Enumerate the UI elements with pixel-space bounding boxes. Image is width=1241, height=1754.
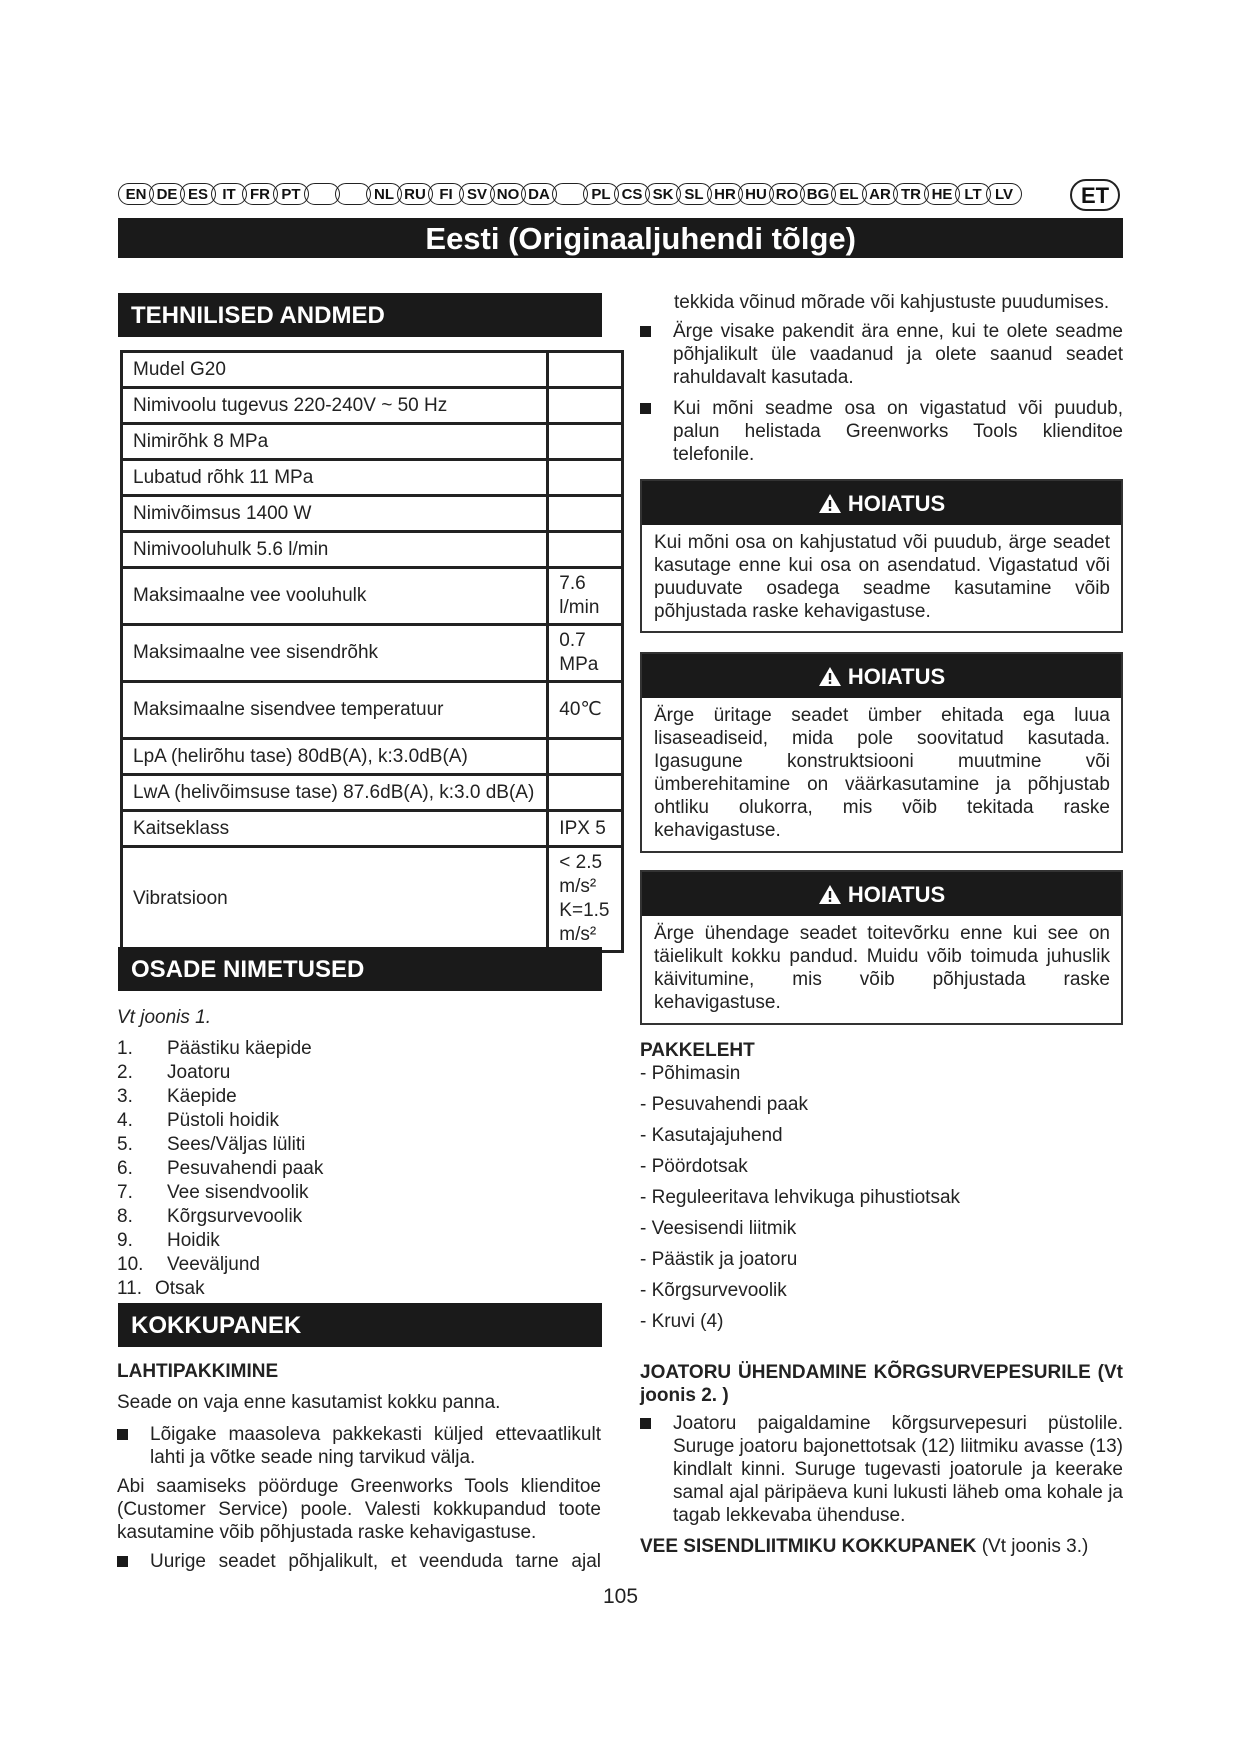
- list-item-number: 11.: [117, 1278, 143, 1299]
- spec-row: [122, 775, 623, 811]
- language-tab-sl: SL: [676, 183, 712, 205]
- list-item-number: 5.: [117, 1134, 133, 1155]
- warning-header: HOIATUS: [642, 481, 1121, 525]
- warning-text: Kui mõni osa on kahjustatud või puudub, ärge seadet kasutage enne kui osa on asendatud. Vigastatud või puuduvate osadega seadme kasutamine võib põhjustada raske kehavigastuse.: [654, 532, 1110, 622]
- warning-text: Ärge ühendage seadet toitevõrku enne kui see on täielikult kokku pandud. Muidu võib toimuda juhuslik käivitumine, mis võib põhjustada raske kehavigastuse.: [654, 923, 1110, 1013]
- section-heading-assembly: KOKKUPANEK: [118, 1303, 602, 1347]
- language-tab-hu: HU: [738, 183, 774, 205]
- bullet-square-icon: [117, 1429, 128, 1440]
- warning-text: Ärge üritage seadet ümber ehitada ega luua lisaseadiseid, mida pole soovitatud kasutada. Igasugune konstruktsiooni muutmine või ümberehitamine on väärkasutamine ja põhjustab ohtliku olukorra, mis võib tekitada raske kehavigastuse.: [654, 705, 1110, 841]
- bullet-square-icon: [640, 403, 651, 414]
- lance-heading: JOATORU ÜHENDAMINE KÕRGSURVEPESURILE (Vt joonis 2. ): [640, 1362, 1123, 1406]
- right-bullet-1: Ärge visake pakendit ära enne, kui te olete seadme põhjalikult üle vaadanud ja olete saanud seadet rahuldavalt kasutada.: [640, 320, 1123, 389]
- list-item-label: Joatoru: [167, 1062, 231, 1083]
- spec-label: Maksimaalne vee vooluhulk: [122, 568, 548, 625]
- right-bullet-2: Kui mõni seadme osa on vigastatud või puudub, palun helistada Greenworks Tools klienditoe telefonile.: [640, 397, 1123, 466]
- spec-value: 40℃: [548, 682, 623, 739]
- unpack-paragraph: Abi saamiseks pöörduge Greenworks Tools klienditoe (Customer Service) poole. Valesti kokkupandud toote kasutamine võib põhjustada raske kehavigastuse.: [117, 1476, 601, 1543]
- language-tab-ar: AR: [862, 183, 898, 205]
- warning-header: HOIATUS: [642, 872, 1121, 916]
- page-title: Eesti (Originaaljuhendi tõlge): [118, 218, 1123, 258]
- section-heading-tech: TEHNILISED ANDMED: [118, 293, 602, 337]
- spec-value: [548, 532, 623, 568]
- list-item-label: Püstoli hoidik: [167, 1110, 279, 1131]
- pack-item: - Päästik ja joatoru: [640, 1249, 798, 1270]
- unpack-bullet-1: Lõigake maasoleva pakkekasti küljed ettevaatlikult lahti ja võtke seade ning tarvikud välja.: [117, 1423, 601, 1469]
- language-tab-lt: LT: [955, 183, 991, 205]
- spec-row: [122, 682, 623, 739]
- spec-value: [548, 388, 623, 424]
- language-tab-sk: SK: [645, 183, 681, 205]
- list-item-label: Veeväljund: [167, 1254, 260, 1275]
- language-tab-ro: RO: [769, 183, 805, 205]
- pack-item: - Põhimasin: [640, 1063, 741, 1084]
- spec-label: LpA (helirõhu tase) 80dB(A), k:3.0dB(A): [122, 739, 548, 775]
- language-tab-nl: NL: [366, 183, 402, 205]
- list-item-number: 10.: [117, 1254, 144, 1275]
- parts-figure-ref: Vt joonis 1.: [117, 1007, 211, 1028]
- spec-label: Vibratsioon: [122, 847, 548, 952]
- unpack-bullet-2: Uurige seadet põhjalikult, et veenduda tarne ajal: [117, 1550, 601, 1573]
- pack-item: - Kruvi (4): [640, 1311, 724, 1332]
- language-tab-es: ES: [180, 183, 216, 205]
- spec-label: Nimivoolu tugevus 220-240V ~ 50 Hz: [122, 388, 548, 424]
- inlet-ref: (Vt joonis 3.): [981, 1536, 1089, 1557]
- warning-triangle-icon: [818, 884, 842, 905]
- pack-item: - Kasutajajuhend: [640, 1125, 783, 1146]
- spec-label: Mudel G20: [122, 352, 548, 388]
- language-tab-bg: BG: [800, 183, 836, 205]
- spec-row: [122, 847, 623, 952]
- unpack-heading: LAHTIPAKKIMINE: [117, 1361, 279, 1382]
- list-item-label: Pesuvahendi paak: [167, 1158, 324, 1179]
- spec-label: Maksimaalne sisendvee temperatuur: [122, 682, 548, 739]
- lance-bullet: Joatoru paigaldamine kõrgsurvepesuri püstolile. Suruge joatoru bajonettotsak (12) liitmiku avasse (13) kindlalt kinni. Suruge tugevasti joatorule ja keerake samal ajal päripäeva kuni lukusti läheb oma kohale ja tagab lekkevaba ühenduse.: [640, 1412, 1123, 1527]
- spec-value: [548, 460, 623, 496]
- spec-value: 0.7 MPa: [548, 625, 623, 682]
- language-tab-en: EN: [118, 183, 154, 205]
- spec-row: [122, 388, 623, 424]
- spec-value: [548, 352, 623, 388]
- list-item-number: 7.: [117, 1182, 133, 1203]
- pack-heading: PAKKELEHT: [640, 1040, 755, 1061]
- language-tab-fi: FI: [428, 183, 464, 205]
- list-item-number: 8.: [117, 1206, 133, 1227]
- spec-value: [548, 496, 623, 532]
- list-item-label: Vee sisendvoolik: [167, 1182, 309, 1203]
- bullet-square-icon: [640, 1418, 651, 1429]
- spec-value: IPX 5: [548, 811, 623, 847]
- list-item-number: 1.: [117, 1038, 133, 1059]
- page-number: 105: [602, 1585, 639, 1608]
- warning-box-3: [640, 870, 1123, 1025]
- language-tab-hr: HR: [707, 183, 743, 205]
- list-item-label: Kõrgsurvevoolik: [167, 1206, 303, 1227]
- list-item-label: Päästiku käepide: [167, 1038, 312, 1059]
- spec-label: Maksimaalne vee sisendrõhk: [122, 625, 548, 682]
- spec-label: Kaitseklass: [122, 811, 548, 847]
- list-item-number: 3.: [117, 1086, 133, 1107]
- list-item-label: Käepide: [167, 1086, 237, 1107]
- inlet-heading: VEE SISENDLIITMIKU KOKKUPANEK: [640, 1536, 977, 1557]
- pack-item: - Pesuvahendi paak: [640, 1094, 808, 1115]
- language-tab-no: NO: [490, 183, 526, 205]
- language-tab-et: ET: [1070, 179, 1120, 211]
- spec-row: [122, 739, 623, 775]
- pack-item: - Pöördotsak: [640, 1156, 748, 1177]
- list-item-number: 2.: [117, 1062, 133, 1083]
- language-tab-lv: LV: [986, 183, 1022, 205]
- spec-label: Nimivooluhulk 5.6 l/min: [122, 532, 548, 568]
- list-item-label: Otsak: [155, 1278, 205, 1299]
- language-tab-ru: RU: [397, 183, 433, 205]
- language-tab-el: EL: [831, 183, 867, 205]
- spec-table: [120, 350, 624, 953]
- spec-value: < 2.5 m/s² K=1.5 m/s²: [548, 847, 623, 952]
- language-tab-tr: TR: [893, 183, 929, 205]
- language-tab-fr: FR: [242, 183, 278, 205]
- language-tab-de: DE: [149, 183, 185, 205]
- spec-row: [122, 424, 623, 460]
- inlet-line: [640, 1535, 1088, 1558]
- list-item-number: 9.: [117, 1230, 133, 1251]
- language-tab-he: HE: [924, 183, 960, 205]
- warning-box-2: [640, 652, 1123, 853]
- warning-triangle-icon: [818, 666, 842, 687]
- spec-label: Nimivõimsus 1400 W: [122, 496, 548, 532]
- spec-label: LwA (helivõimsuse tase) 87.6dB(A), k:3.0 dB(A): [122, 775, 548, 811]
- spec-row: [122, 532, 623, 568]
- spec-label: Lubatud rõhk 11 MPa: [122, 460, 548, 496]
- warning-box-1: [640, 479, 1123, 633]
- language-tab-cs: CS: [614, 183, 650, 205]
- spec-value: [548, 424, 623, 460]
- language-tab-pt: PT: [273, 183, 309, 205]
- list-item-number: 6.: [117, 1158, 133, 1179]
- list-item-number: 4.: [117, 1110, 133, 1131]
- bullet-square-icon: [117, 1556, 128, 1567]
- language-tab-it: IT: [211, 183, 247, 205]
- unpack-intro: Seade on vaja enne kasutamist kokku panna.: [117, 1392, 501, 1413]
- warning-header: HOIATUS: [642, 654, 1121, 698]
- list-item-label: Hoidik: [167, 1230, 220, 1251]
- spec-value: 7.6 l/min: [548, 568, 623, 625]
- continued-text: tekkida võinud mõrade või kahjustuste puudumises.: [674, 292, 1110, 313]
- language-tab-da: DA: [521, 183, 557, 205]
- language-tabs: [118, 179, 1121, 213]
- spec-row: [122, 811, 623, 847]
- bullet-square-icon: [640, 326, 651, 337]
- spec-row: [122, 352, 623, 388]
- section-heading-parts: OSADE NIMETUSED: [118, 947, 602, 991]
- warning-triangle-icon: [818, 493, 842, 514]
- language-tab-pl: PL: [583, 183, 619, 205]
- language-tab-sv: SV: [459, 183, 495, 205]
- pack-item: - Reguleeritava lehvikuga pihustiotsak: [640, 1187, 961, 1208]
- list-item-label: Sees/Väljas lüliti: [167, 1134, 306, 1155]
- spec-label: Nimirõhk 8 MPa: [122, 424, 548, 460]
- spec-value: [548, 775, 623, 811]
- spec-row: [122, 460, 623, 496]
- spec-row: [122, 496, 623, 532]
- spec-row: [122, 625, 623, 682]
- pack-item: - Kõrgsurvevoolik: [640, 1280, 787, 1301]
- spec-row: [122, 568, 623, 625]
- pack-list: [640, 1062, 960, 1341]
- spec-value: [548, 739, 623, 775]
- pack-item: - Veesisendi liitmik: [640, 1218, 797, 1239]
